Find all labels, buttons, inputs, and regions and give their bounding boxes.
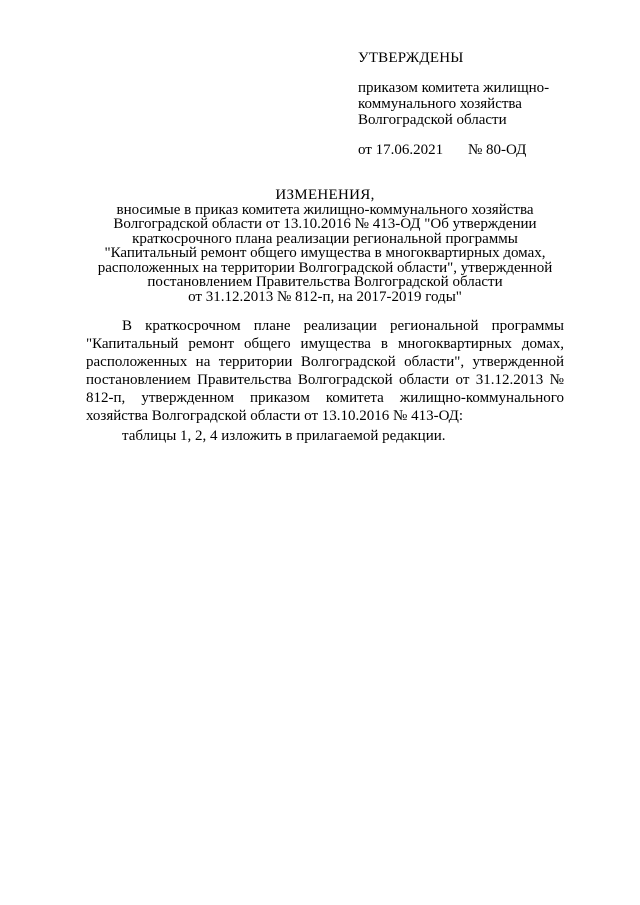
approval-heading: УТВЕРЖДЕНЫ [358,50,464,66]
title-line: вносимые в приказ комитета жилищно-коммунального хозяйства [116,201,534,218]
title-line: Волгоградской области от 13.10.2016 № 413-ОД "Об утверждении [113,216,537,232]
approval-date: от 17.06.2021 [358,142,444,158]
body-paragraph: В краткосрочном плане реализации региональной программы "Капитальный ремонт общего имущества в многоквартирных домах, расположенных на территории Волгоградской области", утвержденной постановлением Правительства Волгоградской области от 31.12.2013 № 812-п, утвержденном приказом комитета жилищно-коммунального хозяйства Волгоградской области от 13.10.2016 № 413-ОД: [86,318,564,424]
approval-authority-line: Волгоградской области [358,112,507,128]
title-line: от 31.12.2013 № 812-п, на 2017-2019 годы" [188,288,462,305]
title-line: краткосрочного плана реализации региональной программы [132,230,518,247]
approval-block [358,50,598,158]
approval-authority-line: коммунального хозяйства [358,96,522,112]
body-paragraph: таблицы 1, 2, 4 изложить в прилагаемой редакции. [122,428,446,444]
approval-date-line [358,142,598,158]
document-body [86,317,564,445]
document-title [80,188,570,304]
title-line: постановлением Правительства Волгоградской области [147,274,503,290]
title-line: "Капитальный ремонт общего имущества в многоквартирных домах, [104,245,546,261]
approval-authority [358,80,598,128]
approval-number: № 80-ОД [468,142,527,158]
approval-authority-line: приказом комитета жилищно- [358,80,550,96]
title-heading: ИЗМЕНЕНИЯ, [275,187,375,203]
title-line: расположенных на территории Волгоградской области", утвержденной [97,259,553,276]
